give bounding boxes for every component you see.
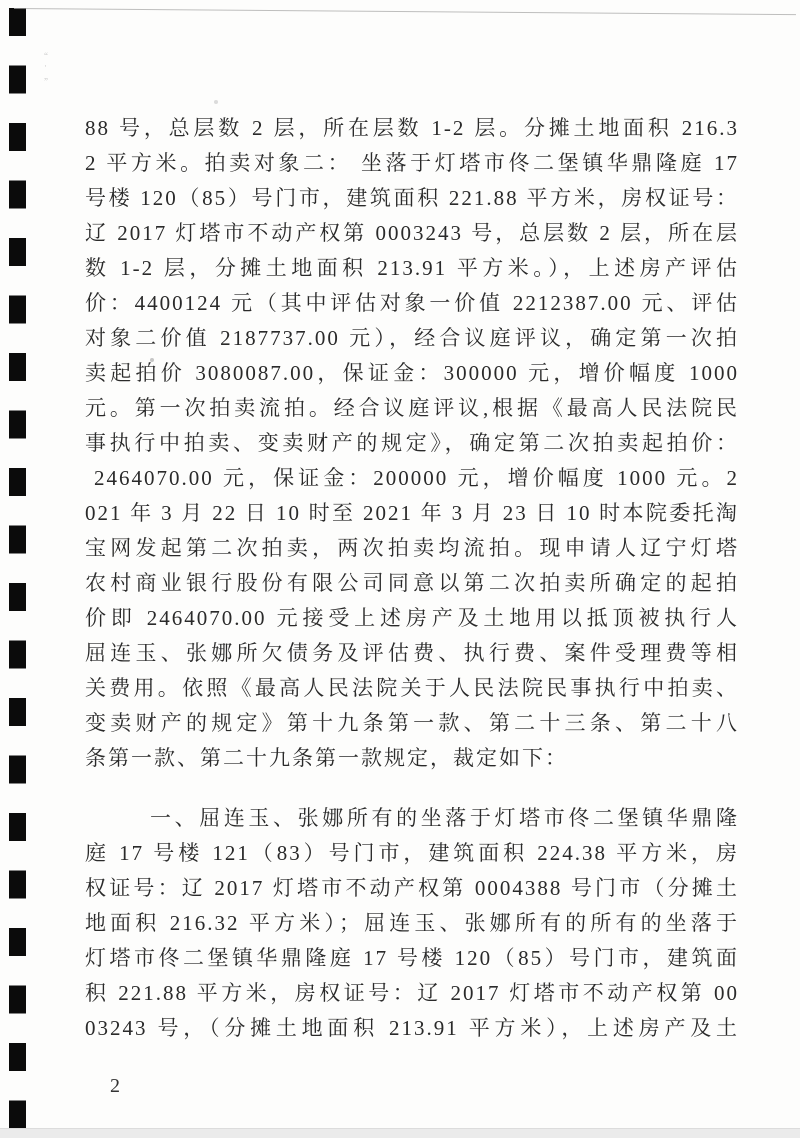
body-text-line: 数 1-2 层，分摊土地面积 213.91 平方米。），上述房产评估 bbox=[85, 256, 739, 280]
body-text-line: 辽 2017 灯塔市不动产权第 0003243 号，总层数 2 层，所在层 bbox=[85, 221, 739, 245]
body-text-line: 021 年 3 月 22 日 10 时至 2021 年 3 月 23 日 10 时本院委托淘 bbox=[85, 501, 739, 525]
document-body bbox=[85, 111, 739, 1046]
body-text-line: 屈连玉、张娜所欠债务及评估费、执行费、案件受理费等相 bbox=[85, 641, 739, 665]
body-text-line: 积 221.88 平方米，房权证号：辽 2017 灯塔市不动产权第 00 bbox=[85, 981, 739, 1005]
body-text-line: 号楼 120（85）号门市，建筑面积 221.88 平方米，房权证号： bbox=[85, 186, 739, 210]
body-text-line: 地面积 216.32 平方米）；屈连玉、张娜所有的所有的坐落于 bbox=[85, 911, 739, 935]
scan-speckle bbox=[214, 100, 218, 104]
body-text-line: 2 平方米。拍卖对象二： 坐落于灯塔市佟二堡镇华鼎隆庭 17 bbox=[85, 151, 739, 175]
body-text-line: 一、屈连玉、张娜所有的坐落于灯塔市佟二堡镇华鼎隆 bbox=[150, 806, 739, 830]
body-text-line: 庭 17 号楼 121（83）号门市，建筑面积 224.38 平方米，房 bbox=[85, 841, 739, 865]
body-text-line: 03243 号，（分摊土地面积 213.91 平方米），上述房产及土 bbox=[85, 1016, 739, 1040]
body-text-line: 事执行中拍卖、变卖财产的规定》，确定第二次拍卖起拍价： bbox=[85, 431, 739, 455]
body-text-line: 关费用。依照《最高人民法院关于人民法院民事执行中拍卖、 bbox=[85, 676, 739, 700]
body-text-line: 价即 2464070.00 元接受上述房产及土地用以抵顶被执行人 bbox=[85, 606, 739, 630]
body-text-line: 宝网发起第二次拍卖，两次拍卖均流拍。现申请人辽宁灯塔 bbox=[85, 536, 739, 560]
body-text-line: 条第一款、第二十九条第一款规定，裁定如下： bbox=[85, 746, 568, 770]
body-text-line: 88 号，总层数 2 层，所在层数 1-2 层。分摊土地面积 216.3 bbox=[85, 116, 739, 140]
body-text-line: 卖起拍价 3080087.00，保证金：300000 元，增价幅度 1000 bbox=[85, 361, 739, 385]
scan-artifact-line bbox=[14, 8, 796, 15]
scan-edge-shadow bbox=[0, 1128, 800, 1138]
body-text-line: 权证号：辽 2017 灯塔市不动产权第 0004388 号门市（分摊土 bbox=[85, 876, 739, 900]
body-text-line: 元。第一次拍卖流拍。经合议庭评议,根据《最高人民法院民 bbox=[85, 396, 739, 420]
scan-smudge: “ · „ bbox=[44, 51, 48, 81]
body-text-line: 对象二价值 2187737.00 元），经合议庭评议，确定第一次拍 bbox=[85, 326, 739, 350]
paragraph-gap bbox=[85, 776, 739, 801]
body-text-line: 农村商业银行股份有限公司同意以第二次拍卖所确定的起拍 bbox=[85, 571, 739, 595]
body-text-line: 价：4400124 元（其中评估对象一价值 2212387.00 元、评估 bbox=[85, 291, 739, 315]
spiral-binding-marks bbox=[9, 8, 26, 1128]
page-number: 2 bbox=[110, 1075, 120, 1097]
body-text-line: 2464070.00 元，保证金：200000 元，增价幅度 1000 元。2 bbox=[94, 466, 739, 490]
body-text-line: 灯塔市佟二堡镇华鼎隆庭 17 号楼 120（85）号门市，建筑面 bbox=[85, 946, 739, 970]
body-text-line: 变卖财产的规定》第十九条第一款、第二十三条、第二十八 bbox=[85, 711, 739, 735]
